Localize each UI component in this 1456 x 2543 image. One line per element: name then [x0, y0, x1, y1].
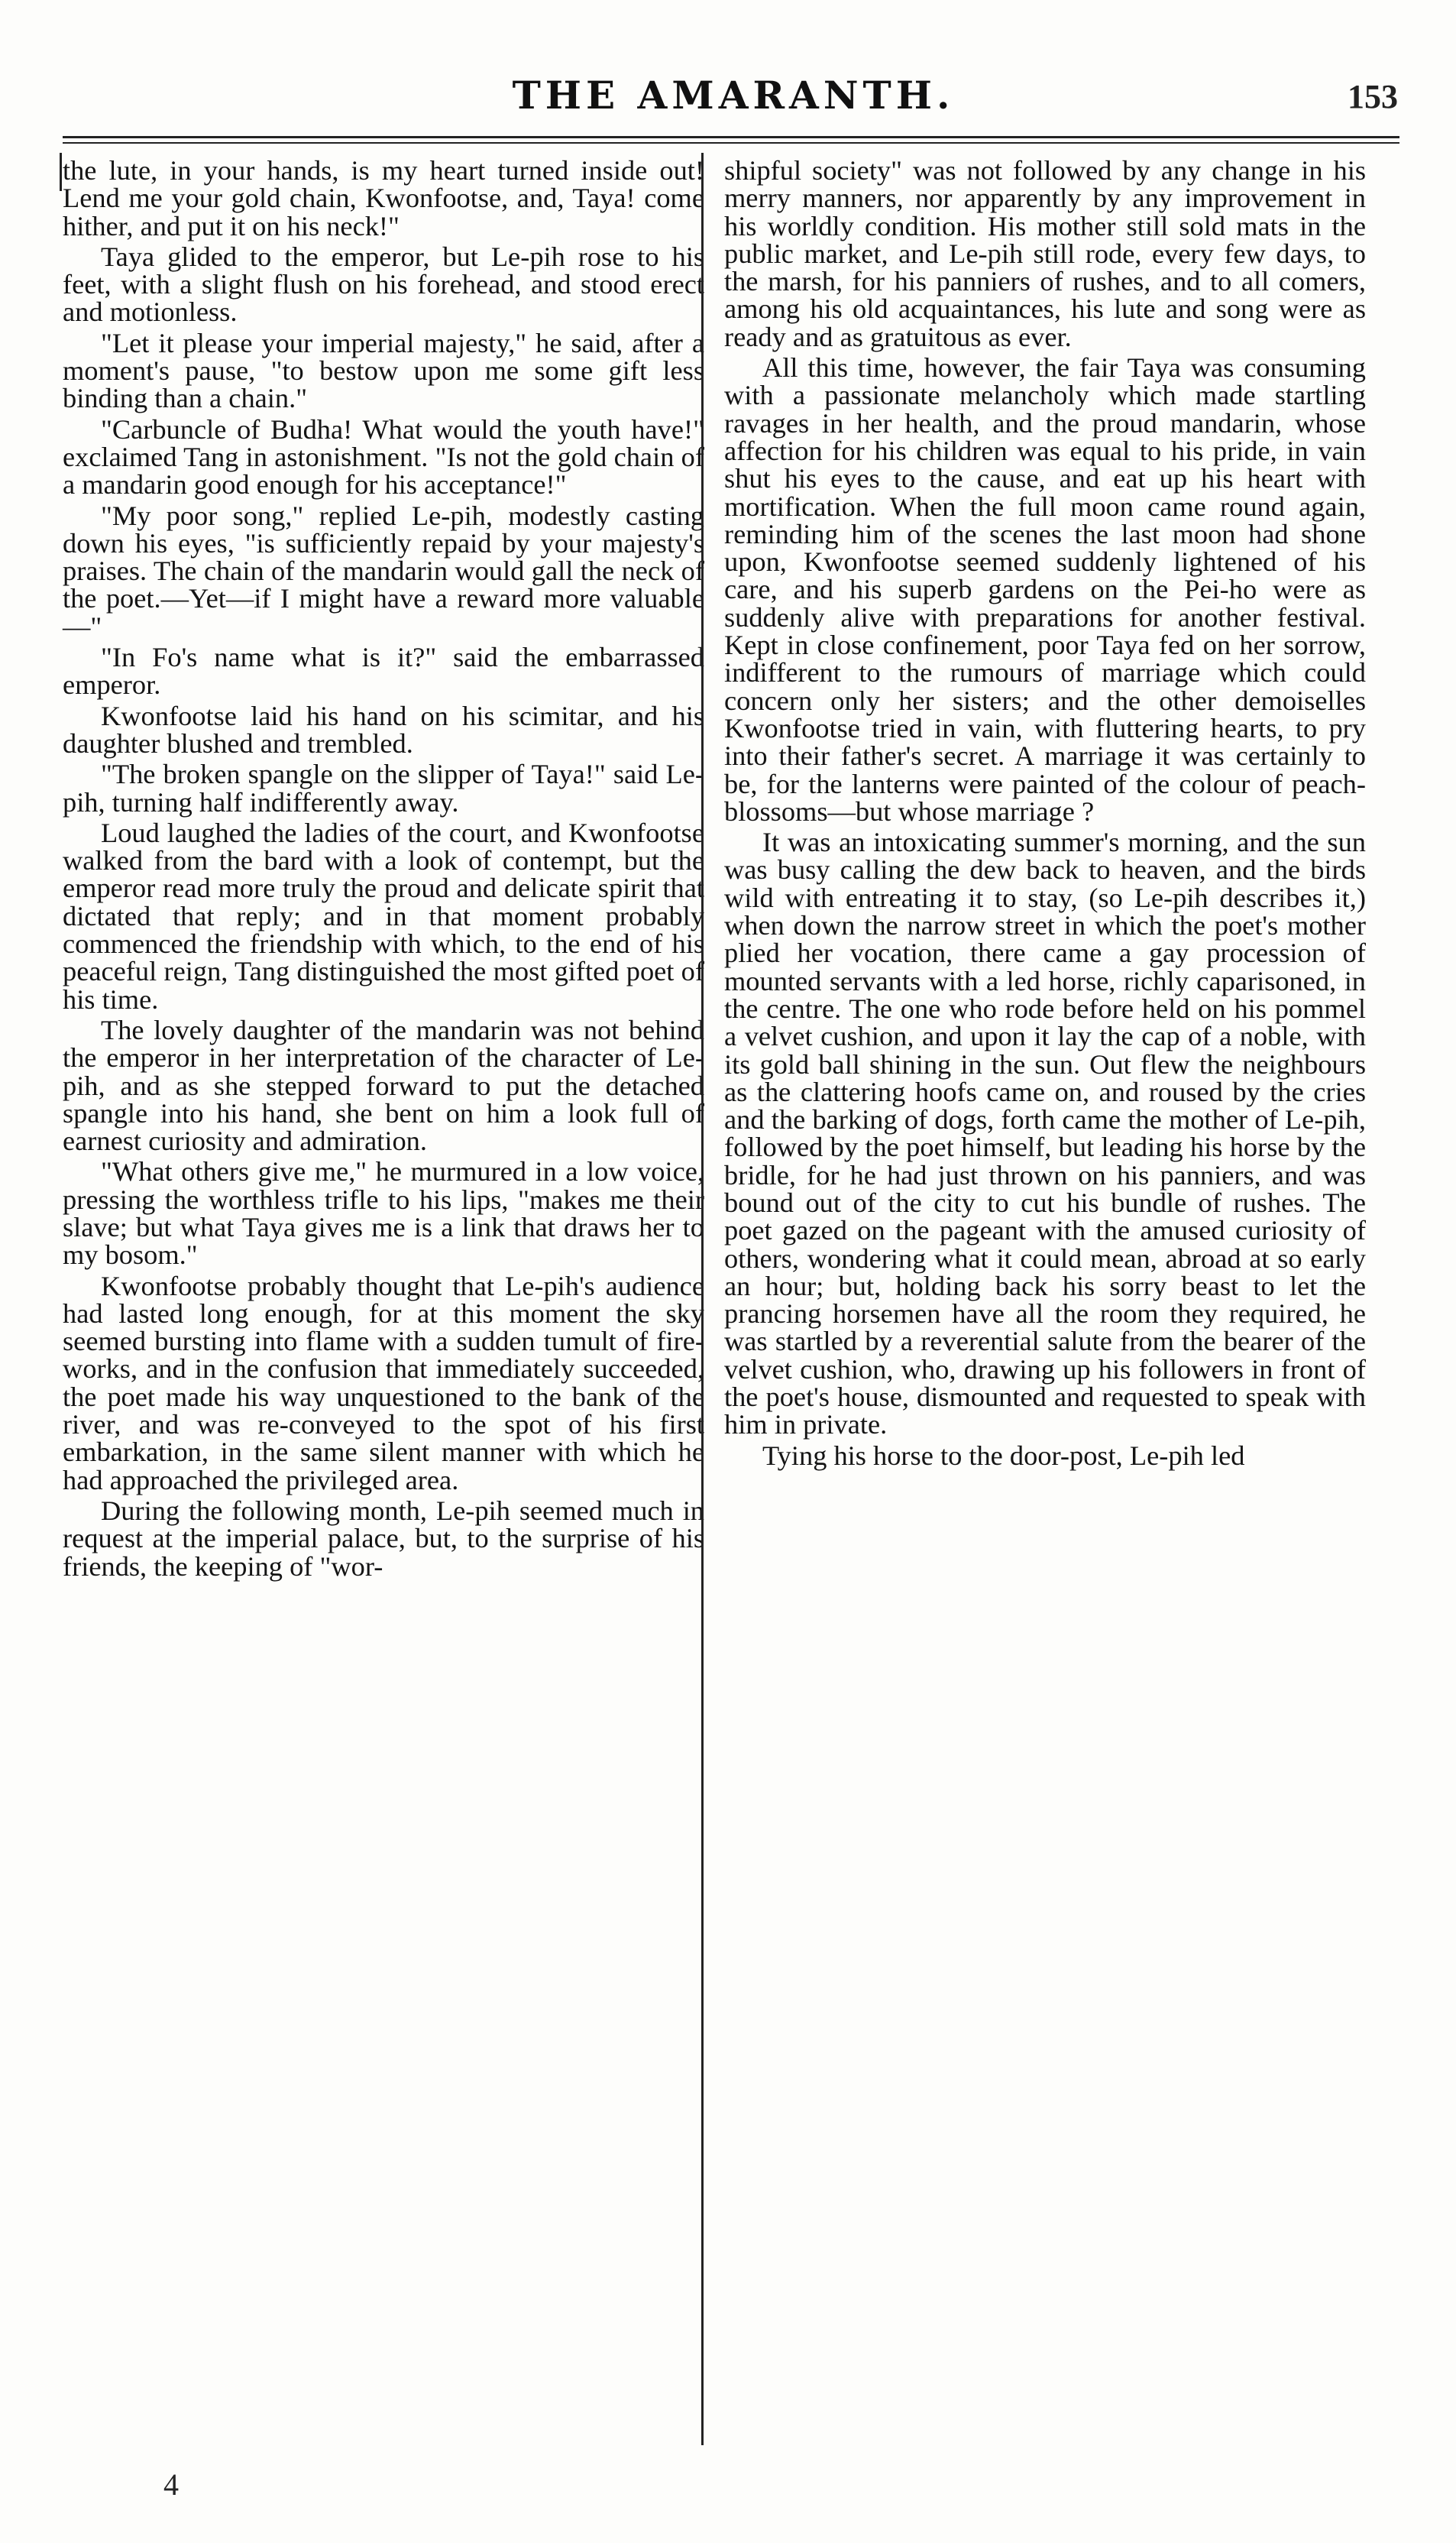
paragraph: Tying his horse to the door-post, Le-pih led — [762, 1440, 1245, 1471]
paragraph: Kwonfootse probably thought that Le-pih's audience had lasted long enough, for at this moment the sky seemed bursting into flame with a sudden tumult of fire-works, and in the confusion that immediately succeeded, the poet made his way unquestioned to the bank of the river, and was re-conveyed to the spot of his first embarkation, in the same silent manner with which he had approached the privileged area. — [63, 1270, 704, 1495]
page-title: THE AMARANTH. — [512, 73, 955, 118]
paragraph: "The broken spangle on the slipper of Taya!" said Le-pih, turning half indifferently away. — [63, 759, 704, 818]
left-edge-mark — [60, 153, 62, 191]
paragraph: Kwonfootse laid his hand on his scimitar, and his daughter blushed and trembled. — [63, 700, 704, 759]
paragraph: the lute, in your hands, is my heart turned inside out! Lend me your gold chain, Kwonfootse, and, Taya! come hither, and put it on his neck!" — [63, 155, 704, 241]
paragraph: shipful society" was not followed by any change in his merry manners, nor apparently by any improvement in his worldly condition. His mother still sold mats in the public market, and Le-pih still rode, every few days, to the marsh, for his panniers of rushes, and to all comers, among his old acquaintances, his lute and song were as ready and as gratuitous as ever. — [724, 155, 1366, 352]
paragraph: It was an intoxicating summer's morning, and the sun was busy calling the dew back to heaven, and the birds wild with entreating it to stay, (so Le-pih describes it,) when down the narrow street in which the poet's mother plied her vocation, there came a gay procession of mounted servants with a led horse, richly caparisoned, in the centre. The one who rode before held on his pommel a velvet cushion, and upon it lay the cap of a noble, with its gold ball shining in the sun. Out flew the neighbours as the clattering hoofs came on, and roused by the cries and the barking of dogs, forth came the mother of Le-pih, followed by the poet himself, but leading his horse by the bridle, for he had just thrown on his panniers, and was bound out of the city to cut his bundle of rushes. The poet gazed on the pageant with the amused curiosity of others, wondering what it could mean, abroad at so early an hour; but, holding back his sorry beast to let the prancing horsemen have all the room they required, he was startled by a reverential salute from the bearer of the velvet cushion, who, drawing up his followers in front of the poet's house, dismounted and requested to speak with him in private. — [724, 827, 1366, 1440]
header-rule — [63, 136, 1399, 138]
paragraph: Taya glided to the emperor, but Le-pih rose to his feet, with a slight flush on his forehead, and stood erect and motionless. — [63, 241, 704, 328]
paragraph: During the following month, Le-pih seemed much in request at the imperial palace, but, to the surprise of his friends, the keeping of "wor- — [63, 1495, 704, 1582]
paragraph: "In Fo's name what is it?" said the embarrassed emperor. — [63, 642, 704, 701]
signature-mark: 4 — [163, 2467, 179, 2502]
paragraph: Loud laughed the ladies of the court, and Kwonfootse walked from the bard with a look of contempt, but the emperor read more truly the proud and delicate spirit that dictated that reply; and in that moment probably commenced the friendship with which, to the end of his peaceful reign, Tang distinguished the most gifted poet of his time. — [63, 817, 704, 1015]
page-number: 153 — [1348, 78, 1398, 115]
right-column — [724, 157, 1366, 1469]
paragraph: "Carbuncle of Budha! What would the youth have!" exclaimed Tang in astonishment. "Is not the gold chain of a mandarin good enough for his acceptance!" — [63, 413, 704, 501]
paragraph: All this time, however, the fair Taya was consuming with a passionate melancholy which made startling ravages in her health, and the proud mandarin, whose affection for his children was equal to his pride, in vain shut his eyes to the cause, and eat up his heart with mortification. When the full moon came round again, reminding him of the scenes the last moon had shone upon, Kwonfootse seemed suddenly lightened of his care, and his superb gardens on the Pei-ho were as suddenly alive with preparations for another festival. Kept in close confinement, poor Taya fed on her sorrow, indifferent to the rumours of marriage which could concern only her sisters; and the other demoiselles Kwonfootse tried in vain, with fluttering hearts, to pry into their father's secret. A marriage it was certainly to be, for the lanterns were painted of the colour of peach-blossoms—but whose marriage ? — [724, 352, 1366, 827]
paragraph: The lovely daughter of the mandarin was not behind the emperor in her interpretation of the character of Le-pih, and as she stepped forward to put the detached spangle into his hand, she bent on him a look full of earnest curiosity and admiration. — [63, 1014, 704, 1157]
page-header — [69, 73, 1398, 134]
column-divider — [701, 153, 704, 2445]
header-rule-thin — [63, 142, 1399, 144]
paragraph: "Let it please your imperial majesty," he said, after a moment's pause, "to bestow upon me some gift less binding than a chain." — [63, 327, 704, 414]
paragraph: "My poor song," replied Le-pih, modestly casting down his eyes, "is sufficiently repaid by your majesty's praises. The chain of the mandarin would gall the neck of the poet.—Yet—if I might have a reward more valuable—" — [63, 500, 704, 642]
left-column — [63, 157, 704, 1580]
paragraph: "What others give me," he murmured in a low voice, pressing the worthless trifle to his lips, "makes me their slave; but what Taya gives me is a link that draws her to my bosom." — [63, 1156, 704, 1271]
